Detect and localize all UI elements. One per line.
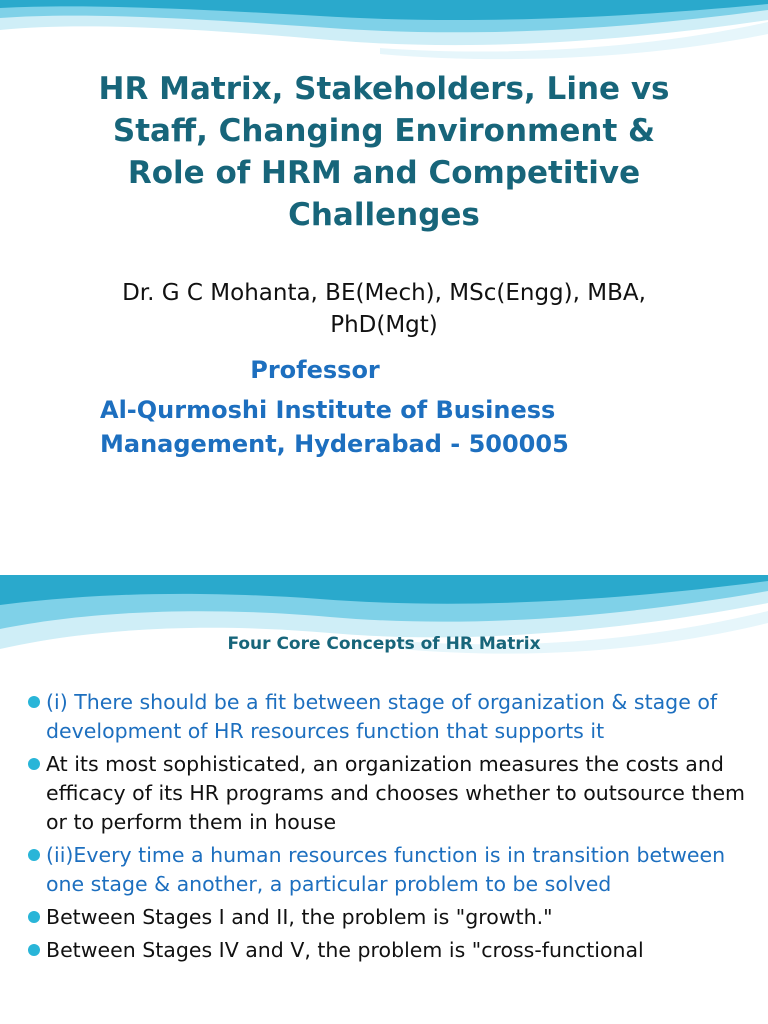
bullet-icon xyxy=(28,696,40,708)
bullet-text: At its most sophisticated, an organization measures the costs and efficacy of its HR programs and chooses whether to outsource them or to perform them in house xyxy=(46,752,746,834)
bullet-text: Between Stages IV and V, the problem is "cross-functional xyxy=(46,938,644,962)
bullet-icon xyxy=(28,758,40,770)
position-title: Professor xyxy=(250,356,380,384)
bullet-icon xyxy=(28,911,40,923)
list-item xyxy=(28,936,748,965)
bullet-text: (ii)Every time a human resources function is in transition between one stage & another, a particular problem to be solved xyxy=(46,843,726,896)
bullet-text: Between Stages I and II, the problem is "growth." xyxy=(46,905,553,929)
slide-separator xyxy=(0,568,768,575)
title-line: Challenges xyxy=(288,197,480,233)
header-wave-decoration xyxy=(0,0,768,70)
slide-title-text xyxy=(30,68,738,236)
author-line: Dr. G C Mohanta, BE(Mech), MSc(Engg), MBA, xyxy=(122,280,646,306)
slide2-title: Four Core Concepts of HR Matrix xyxy=(227,634,541,654)
institute-line: Management, Hyderabad - 500005 xyxy=(100,430,569,458)
list-item xyxy=(28,841,748,899)
title-line: Role of HRM and Competitive xyxy=(127,155,641,191)
title-line: HR Matrix, Stakeholders, Line vs xyxy=(98,71,670,107)
list-item xyxy=(28,750,748,837)
bullet-text: (i) There should be a fit between stage of organization & stage of development of HR resources function that supports it xyxy=(46,690,718,743)
author-line: PhD(Mgt) xyxy=(330,312,438,338)
title-line: Staff, Changing Environment & xyxy=(112,113,656,149)
author-credentials xyxy=(30,277,738,341)
institute-line: Al-Qurmoshi Institute of Business xyxy=(100,396,556,424)
bullet-icon xyxy=(28,849,40,861)
list-item xyxy=(28,688,748,746)
list-item xyxy=(28,903,748,932)
bullet-icon xyxy=(28,944,40,956)
affiliation xyxy=(100,353,740,461)
bullet-list xyxy=(28,688,748,969)
